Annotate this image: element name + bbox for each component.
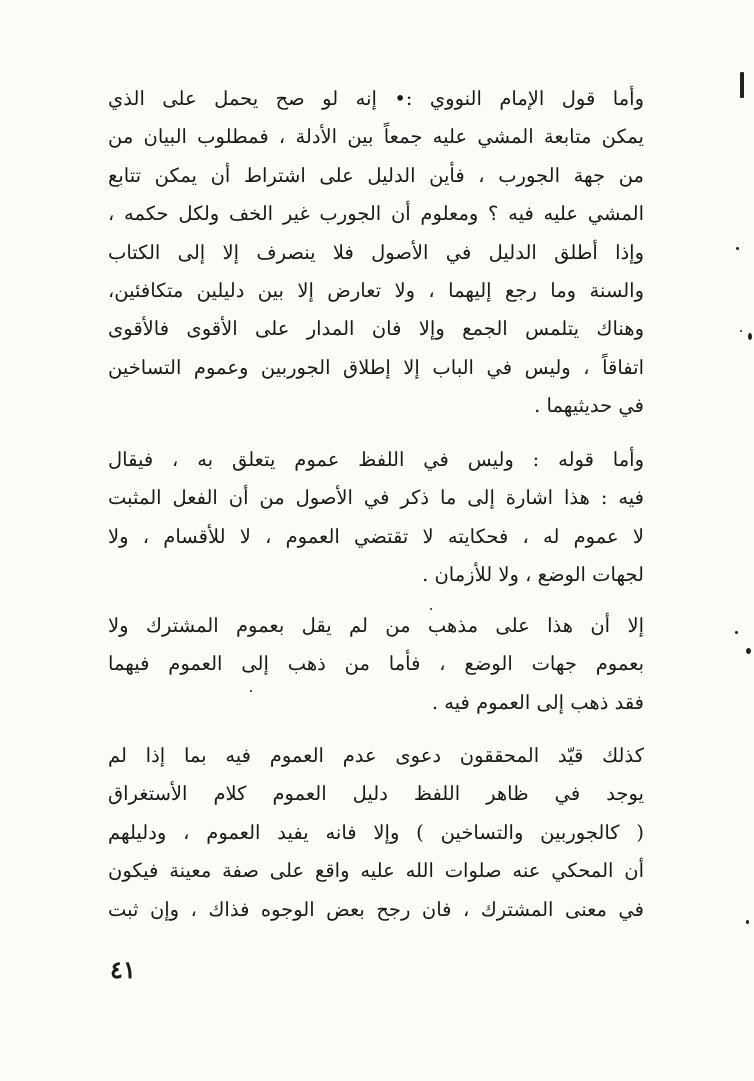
paragraph-2: [108, 441, 644, 595]
text-line: فيه : هذا اشارة إلى ما ذكر في الأصول من أن الفعل المثبت: [108, 486, 644, 510]
text-line: المشي عليه فيه ؟ ومعلوم أن الجورب غير الخف ولكل حكمه ،: [108, 202, 644, 226]
text-line: من جهة الجورب ، فأين الدليل على اشتراط أن يمكن تتابع: [108, 163, 644, 187]
paragraph-3: [108, 607, 644, 722]
scan-speck: [736, 247, 739, 250]
text-line: وهناك يتلمس الجمع وإلا فان المدار على الأقوى فالأقوى: [108, 317, 644, 341]
text-line: وإذا أطلق الدليل في الأصول فلا ينصرف إلا إلى الكتاب: [108, 240, 644, 264]
text-line: في حديثيهما .: [534, 394, 644, 418]
scan-speck: [430, 608, 432, 610]
text-line: فقد ذهب إلى العموم فيه .: [431, 690, 644, 714]
text-line: في معنى المشترك ، فان رجح بعض الوجوه فذاك ، وإن ثبت: [108, 897, 644, 921]
text-line: أن المحكي عنه صلوات الله عليه واقع على صفة معينة فيكون: [108, 859, 644, 883]
text-line: كذلك قيّد المحققون دعوى عدم العموم فيه بما إذا لم: [108, 744, 644, 767]
text-line: يوجد في ظاهر اللفظ دليل العموم كلام الأستغراق: [108, 782, 644, 806]
paragraph-1: [108, 80, 644, 426]
text-line: ( كالجوربين والتساخين ) وإلا فانه يفيد العموم ، ودليلهم: [108, 820, 644, 844]
text-line: لا عموم له ، فحكايته لا تقتضي العموم ، لا للأقسام ، ولا: [108, 524, 644, 548]
text-line: وأما قول الإمام النووي :• إنه لو صح يحمل على الذي: [108, 87, 644, 110]
text-line: والسنة وما رجع إليهما ، ولا تعارض إلا بين دليلين متكافئين،: [108, 278, 644, 302]
scan-speck: [740, 72, 744, 98]
scan-speck: [735, 631, 738, 634]
text-line: وأما قوله : وليس في اللفظ عموم يتعلق به ، فيقال: [108, 448, 644, 471]
text-line: بعموم جهات الوضع ، فأما من ذهب إلى العموم فيهما: [108, 652, 644, 676]
scan-speck: [250, 690, 252, 692]
text-line: لجهات الوضع ، ولا للأزمان .: [422, 563, 644, 587]
paragraph-4: [108, 737, 644, 929]
scan-speck: [748, 333, 752, 340]
page-number: ٤١: [110, 955, 136, 984]
text-line: اتفاقاً ، وليس في الباب إلا إطلاق الجوربين وعموم التساخين: [108, 355, 644, 379]
text-line: إلا أن هذا على مذهب من لم يقل بعموم المشترك ولا: [108, 614, 644, 637]
scan-speck: [746, 648, 751, 654]
scan-speck: [746, 920, 749, 924]
text-line: يمكن متابعة المشي عليه جمعاً بين الأدلة ، فمطلوب البيان من: [108, 125, 644, 149]
scan-speck: [740, 330, 742, 332]
